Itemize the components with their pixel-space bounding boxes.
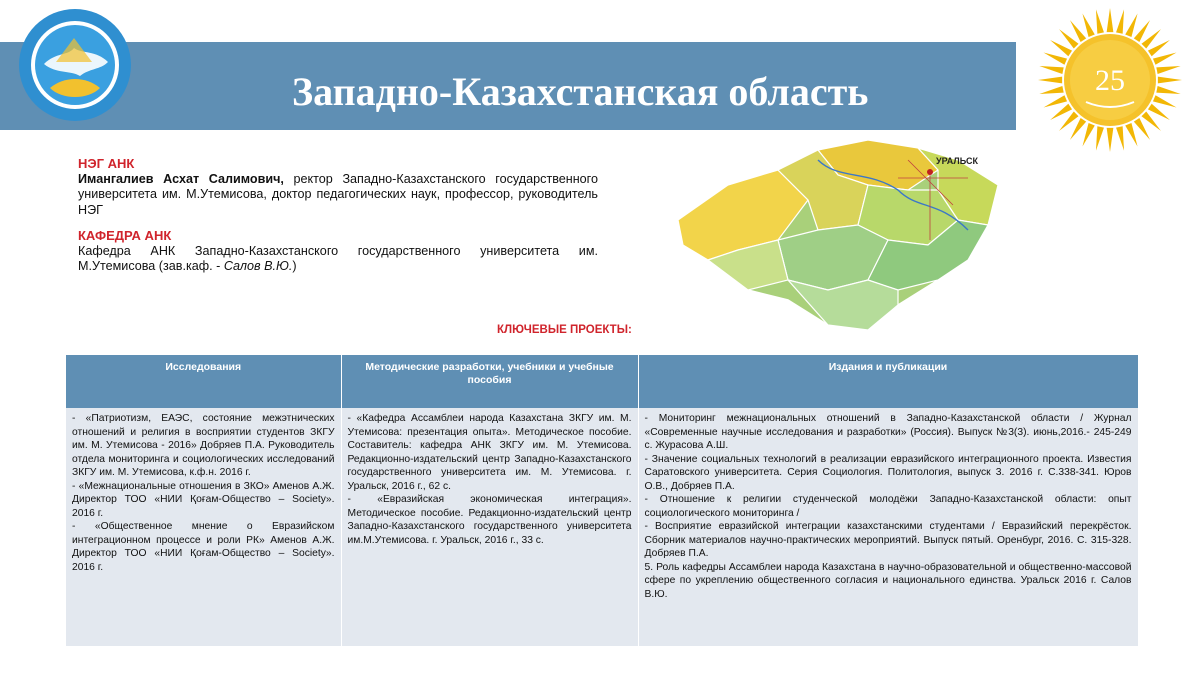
- dept-head-name: Салов В.Ю.: [223, 259, 293, 273]
- region-map: [668, 130, 1008, 340]
- sun-ray-icon: [1148, 40, 1170, 56]
- neg-desc: ректор Западно-Казахстанского государственного университета им. М.Утемисова, доктор педагогических наук, профессор, руководитель НЭГ: [78, 171, 599, 217]
- key-projects-title: КЛЮЧЕВЫЕ ПРОЕКТЫ:: [497, 324, 632, 336]
- projects-table: [66, 355, 1139, 646]
- sun-ray-icon: [1134, 20, 1150, 42]
- neg-name: Имангалиев Асхат Салимович,: [78, 171, 284, 186]
- publication-item: - Восприятие евразийской интеграции казахстанскими студентами / Евразийский перекрёсток. Сборник материалов научно-практических мероприятий. Выпуск пятый. Оренбург, 2016. С. 315-328. Добряев П.А.: [644, 521, 1132, 559]
- table-header-row: [66, 355, 1138, 408]
- dept-heading: КАФЕДРА АНК: [78, 228, 172, 243]
- sun-ray-icon: [1125, 123, 1137, 147]
- sun-ray-icon: [1158, 77, 1182, 84]
- sun-ray-icon: [1070, 118, 1086, 140]
- table-row: [66, 408, 1138, 646]
- anniversary-25-badge: [1036, 6, 1184, 154]
- sun-ray-icon: [1153, 95, 1177, 107]
- sun-ray-icon: [1039, 66, 1063, 74]
- sun-ray-icon: [1107, 8, 1114, 32]
- sun-ray-icon: [1153, 52, 1177, 64]
- badge-number: 25: [1095, 64, 1125, 97]
- sun-ray-icon: [1134, 118, 1150, 140]
- sun-ray-icon: [1039, 86, 1063, 94]
- sun-ray-icon: [1141, 29, 1160, 48]
- sun-ray-icon: [1082, 123, 1094, 147]
- sun-ray-icon: [1116, 126, 1124, 150]
- dept-close: ): [292, 259, 297, 273]
- neg-heading: НЭГ АНК: [78, 156, 135, 171]
- sun-ray-icon: [1116, 9, 1124, 33]
- info-block: [78, 156, 598, 275]
- sun-ray-icon: [1038, 77, 1062, 84]
- page-title: Западно-Казахстанская область: [292, 69, 869, 114]
- research-item: - «Общественное мнение о Евразийском интеграционном процессе и роли РК» Аменов А.Ж. Директор ТОО «НИИ Қоғам-Общество – Society». 2016 г.: [72, 521, 335, 573]
- header-publications: Издания и публикации: [638, 355, 1138, 408]
- research-item: - «Межнациональные отношения в ЗКО» Аменов А.Ж. Директор ТОО «НИИ Қоғам-Общество – Society». 2016 г.: [72, 480, 335, 519]
- header-research: Исследования: [66, 355, 341, 408]
- assembly-logo: [16, 4, 134, 126]
- sun-ray-icon: [1125, 13, 1137, 37]
- sun-ray-icon: [1043, 95, 1067, 107]
- neg-description: [78, 172, 598, 219]
- sun-ray-icon: [1070, 20, 1086, 42]
- sun-ray-icon: [1096, 9, 1104, 33]
- methodical-item: - «Кафедра Ассамблеи народа Казахстана ЗКГУ им. М. Утемисова: презентация опыта». Методическое пособие. Составитель: кафедра АНК ЗКГУ им. М. Утемисова. Редакционно-издательский центр Западно-Казахстанского государственного университета им. М. Утемисова. г. Уральск, 2016 г., 62 с.: [347, 413, 632, 492]
- sun-ray-icon: [1043, 52, 1067, 64]
- sun-ray-icon: [1082, 13, 1094, 37]
- sun-ray-icon: [1148, 104, 1170, 120]
- sun-ray-icon: [1141, 111, 1160, 130]
- sun-ray-icon: [1096, 126, 1104, 150]
- publication-item: 5. Роль кафедры Ассамблеи народа Казахстана в научно-образовательной и общественно-массовой сфере по укреплению общественного согласия и национального единства. Уральск 2016 г. Салов В.Ю.: [644, 561, 1132, 600]
- sun-ray-icon: [1059, 29, 1078, 48]
- sun-ray-icon: [1050, 40, 1072, 56]
- research-cell: [66, 408, 341, 646]
- publication-item: - Мониторинг межнациональных отношений в Западно-Казахстанской области / Журнал «Современные научные исследования и разработки» (Россия). Выпуск №3(3). июнь,2016.- 245-249 с. Журасова А.Ш.: [644, 413, 1132, 451]
- dept-desc: Кафедра АНК Западно-Казахстанского государственного университета им. М.Утемисова (зав.каф. -: [78, 243, 598, 273]
- sun-ray-icon: [1156, 86, 1180, 94]
- methodical-cell: [341, 408, 638, 646]
- sun-ray-icon: [1107, 128, 1114, 152]
- methodical-item: - «Евразийская экономическая интеграция». Методическое пособие. Редакционно-издательский центр Западно-Казахстанского государственного университета им.М.Утемисова. г. Уральск, 2016 г., 33 с.: [347, 494, 632, 546]
- header-methodical: Методические разработки, учебники и учебные пособия: [341, 355, 638, 408]
- dept-description: [78, 244, 598, 275]
- publication-item: - Отношение к религии студенческой молодёжи Западно-Казахстанской области: опыт социологического мониторинга /: [644, 494, 1132, 519]
- map-city-label: УРАЛЬСК: [936, 156, 978, 166]
- publications-cell: [638, 408, 1138, 646]
- sun-ray-icon: [1050, 104, 1072, 120]
- publication-item: - Значение социальных технологий в реализации евразийского интеграционного проекта. Известия Саратовского университета. Серия Социология. Политология, выпуск 3. 2016 г. С.338-341. Юров О.В., Добряев П.А.: [644, 453, 1132, 492]
- sun-ray-icon: [1156, 66, 1180, 74]
- sun-ray-icon: [1059, 111, 1078, 130]
- research-item: - «Патриотизм, ЕАЭС, состояние межэтнических отношений и религия в восприятии студентов ЗКГУ им. М. Утемисова - 2016» Добряев П.А. Руководитель отдела мониторинга и социологических исследований ЗКГУ им. М. Утемисова, к.ф.н. 2016 г.: [72, 413, 335, 478]
